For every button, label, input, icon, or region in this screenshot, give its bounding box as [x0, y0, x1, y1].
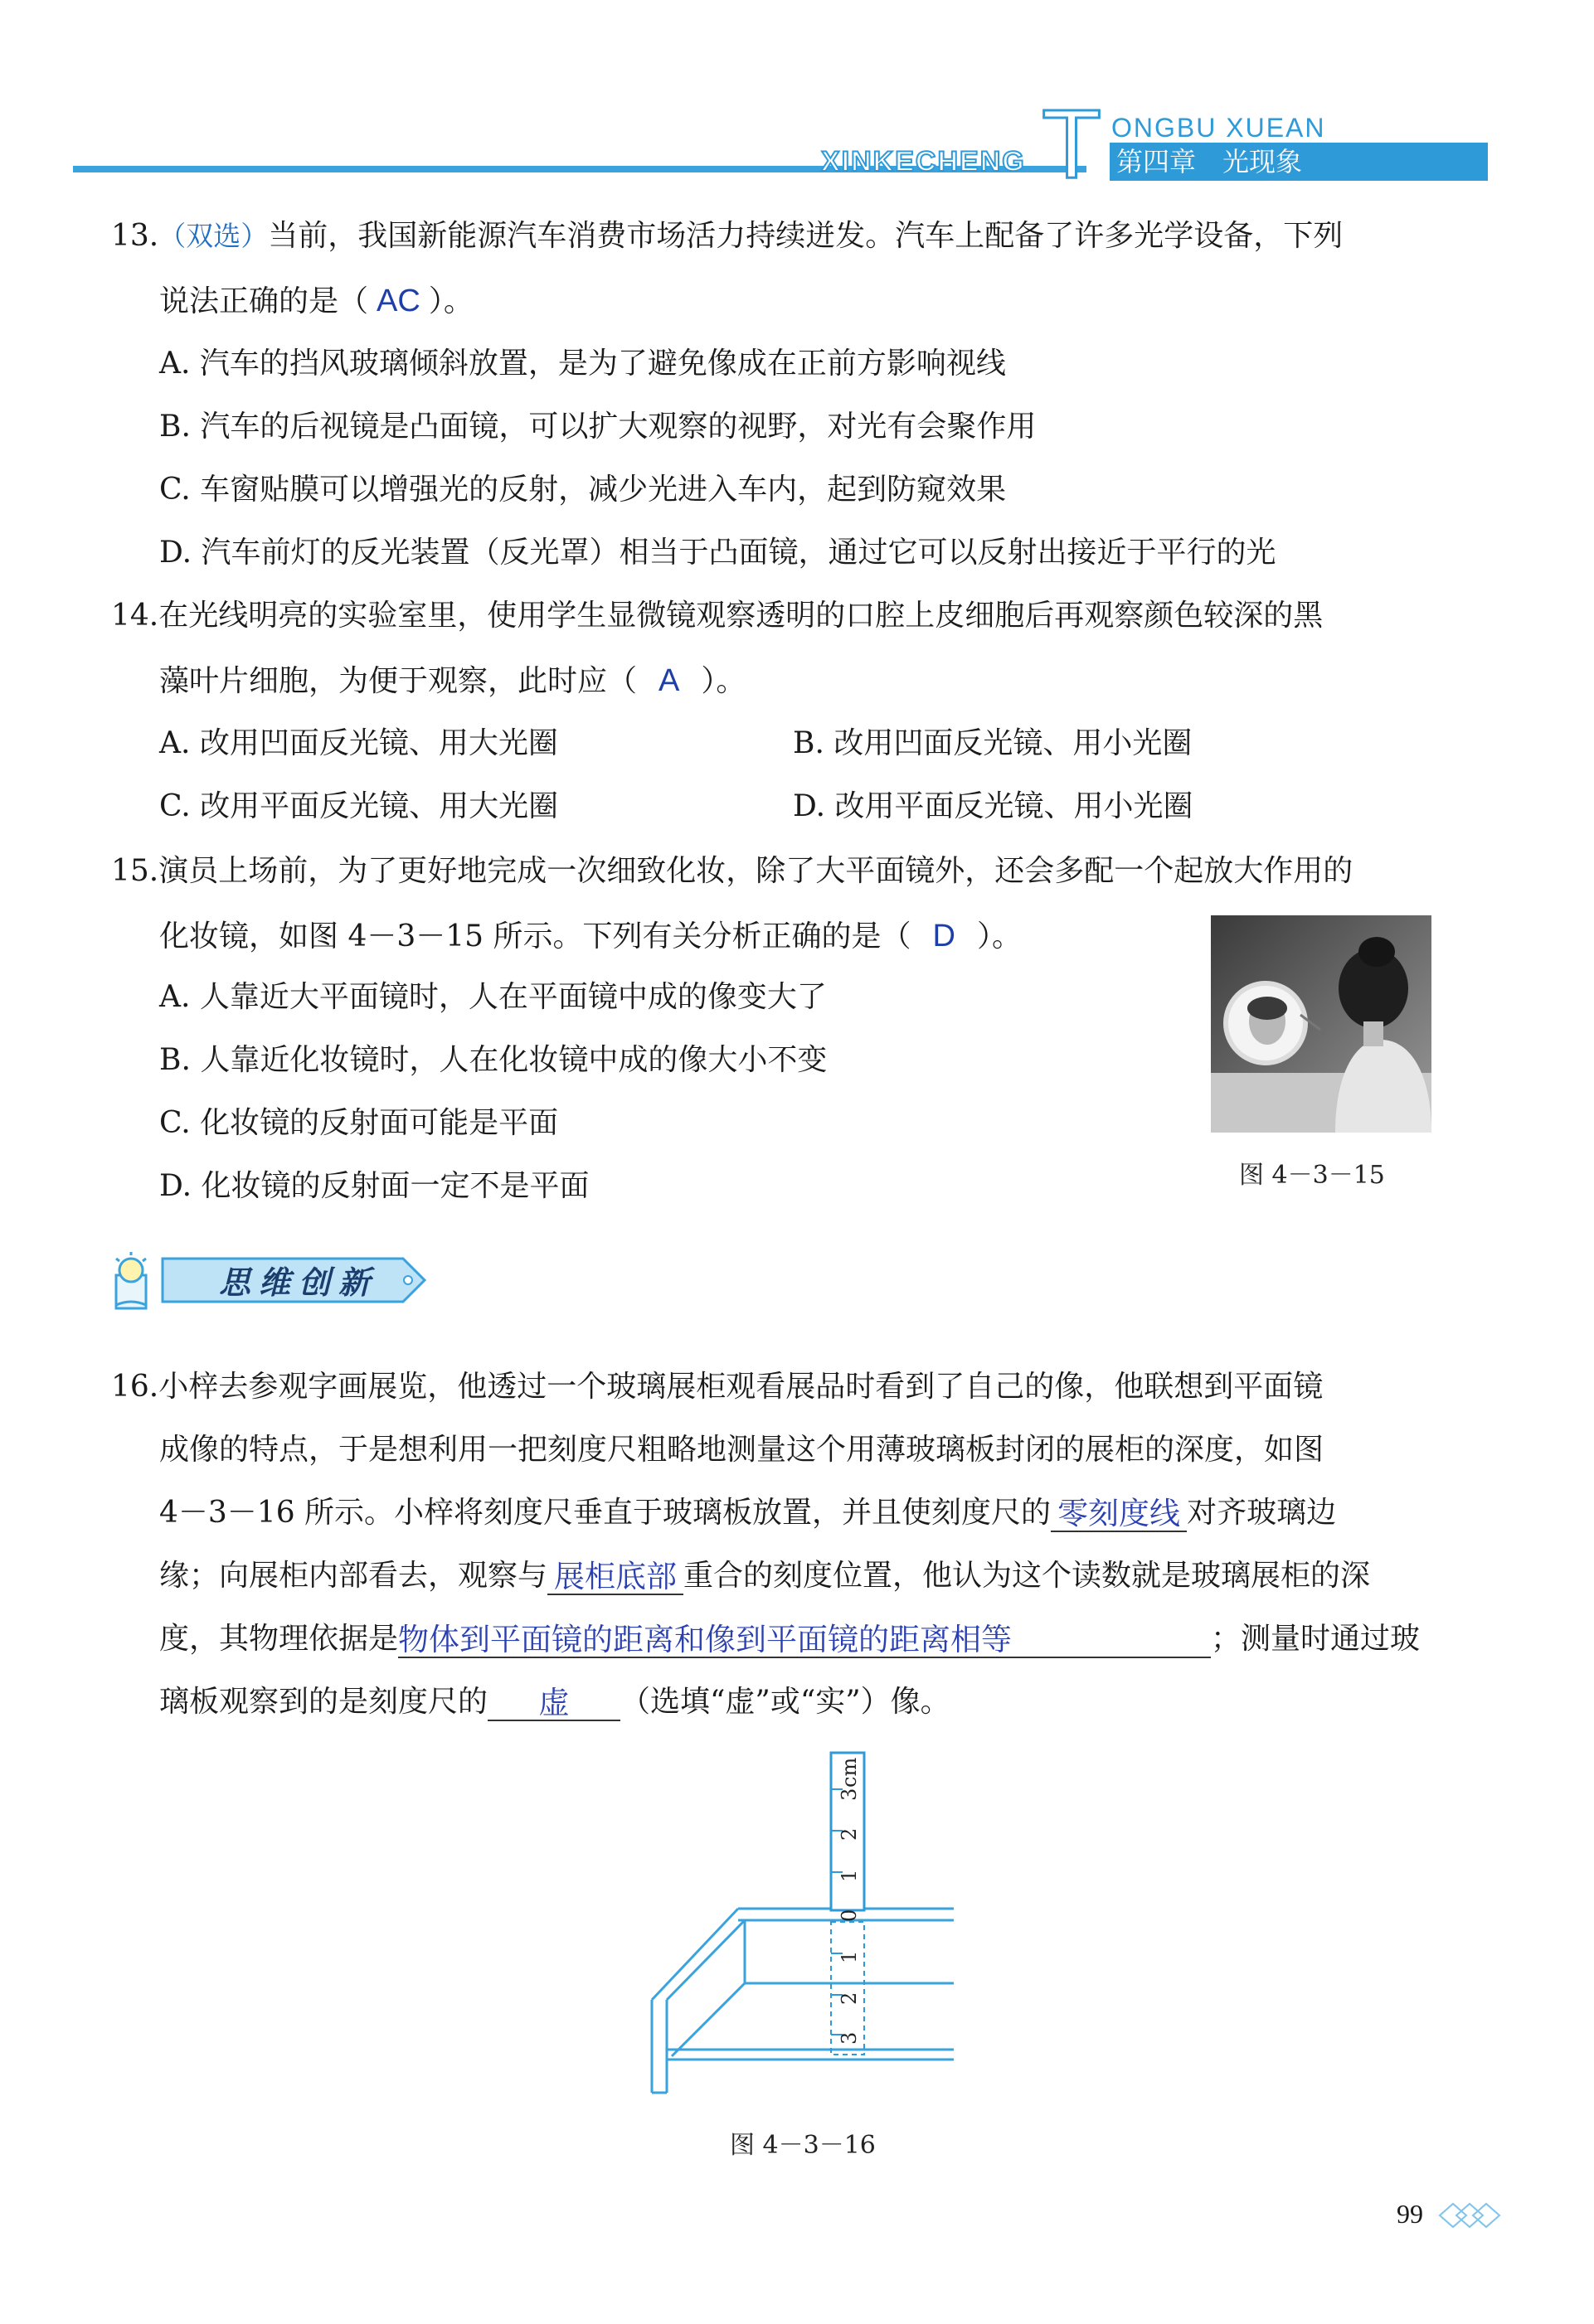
- header-series-top: ONGBU XUEAN: [1111, 113, 1326, 143]
- ruler-unit-label: cm: [838, 1757, 861, 1788]
- q15-option-c: C. 化妆镜的反射面可能是平面: [159, 1106, 559, 1140]
- q13-option-c: C. 车窗贴膜可以增强光的反射，减少光进入车内，起到防窥效果: [159, 473, 1007, 507]
- q13-answer: AC: [377, 284, 420, 318]
- q16-line4: 缘；向展柜内部看去，观察与 展柜底部 重合的刻度位置，他认为这个读数就是玻璃展柜的深: [159, 1559, 1371, 1594]
- q14-option-b: B. 改用凹面反光镜、用小光圈: [793, 726, 1193, 760]
- q14-number: 14.: [111, 599, 159, 633]
- page-corner-decoration: [1436, 2199, 1503, 2232]
- q15-stem-line2: 化妆镜，如图 4－3－15 所示。下列有关分析正确的是（ D ）。: [159, 919, 1022, 953]
- figure-caption-4-3-15: 图 4－3－15: [1239, 1161, 1385, 1190]
- q15-option-a: A. 人靠近大平面镜时，人在平面镜中成的像变大了: [159, 980, 827, 1014]
- q16-blank-zero-mark: 零刻度线: [1051, 1497, 1187, 1532]
- header-series-bottom: XINKECHENG: [821, 146, 1026, 177]
- ruler-image-tick-1: 1: [838, 1950, 861, 1963]
- q16-line1: 16.小梓去参观字画展览，他透过一个玻璃展柜观看展品时看到了自己的像，他联想到平面镜: [111, 1370, 1324, 1404]
- q15-stem-line1: 15.演员上场前，为了更好地完成一次细致化妆，除了大平面镜外，还会多配一个起放大作用的: [111, 854, 1353, 888]
- q13-option-d: D. 汽车前灯的反光装置（反光罩）相当于凸面镜，通过它可以反射出接近于平行的光: [159, 536, 1276, 570]
- q14-stem-line1: 14.在光线明亮的实验室里，使用学生显微镜观察透明的口腔上皮细胞后再观察颜色较深的黑: [111, 599, 1324, 633]
- header-chapter: 第四章 光现象: [1116, 146, 1303, 177]
- q13-option-b: B. 汽车的后视镜是凸面镜，可以扩大观察的视野，对光有会聚作用: [159, 410, 1037, 444]
- q16-line3: 4－3－16 所示。小梓将刻度尺垂直于玻璃板放置，并且使刻度尺的 零刻度线 对齐玻璃边: [159, 1496, 1337, 1531]
- q13-stem-line1: [111, 217, 1343, 255]
- q13-number: 13.: [111, 219, 159, 253]
- ruler-tick-3: 3: [838, 1788, 861, 1801]
- cabinet-ruler-diagram: [639, 1751, 970, 2116]
- q16-line6: 璃板观察到的是刻度尺的 虚 （选填“虚”或“实”）像。: [159, 1685, 950, 1720]
- section-title: 思维创新: [219, 1264, 379, 1301]
- q14-stem-line2: 藻叶片细胞，为便于观察，此时应（ A ）。: [159, 663, 746, 698]
- ruler-image-tick-2: 2: [838, 1992, 861, 2005]
- q13-stem1: 当前，我国新能源汽车消费市场活力持续迸发。汽车上配备了许多光学设备，下列: [268, 219, 1344, 253]
- q14-answer: A: [658, 663, 680, 698]
- q16-blank-physical-basis: 物体到平面镜的距离和像到平面镜的距离相等: [398, 1623, 1211, 1658]
- makeup-mirror-photo: [1211, 915, 1431, 1133]
- q15-option-b: B. 人靠近化妆镜时，人在化妆镜中成的像大小不变: [159, 1043, 828, 1077]
- q16-line2: 成像的特点，于是想利用一把刻度尺粗略地测量这个用薄玻璃板封闭的展柜的深度，如图: [159, 1433, 1324, 1467]
- q15-number: 15.: [111, 854, 159, 888]
- q15-option-d: D. 化妆镜的反射面一定不是平面: [159, 1169, 590, 1203]
- q14-option-a: A. 改用凹面反光镜、用大光圈: [159, 726, 558, 760]
- ruler-image-tick-3: 3: [838, 2031, 861, 2045]
- q14-option-c: C. 改用平面反光镜、用大光圈: [159, 789, 559, 823]
- q13-stem-line2: 说法正确的是（ AC ）。: [159, 284, 474, 318]
- figure-caption-4-3-16: 图 4－3－16: [730, 2131, 876, 2160]
- q14-option-d: D. 改用平面反光镜、用小光圈: [793, 789, 1193, 823]
- header-logo-t: T: [1042, 90, 1102, 199]
- q16-number: 16.: [111, 1370, 159, 1404]
- q13-option-a: A. 汽车的挡风玻璃倾斜放置，是为了避免像成在正前方影响视线: [159, 347, 1006, 381]
- ruler-tick-1: 1: [838, 1869, 861, 1882]
- q16-line5: 度，其物理依据是物体到平面镜的距离和像到平面镜的距离相等 ；测量时通过玻: [159, 1622, 1421, 1657]
- ruler-tick-0: 0: [838, 1909, 861, 1922]
- page-number: 99: [1397, 2199, 1423, 2229]
- q16-blank-virtual: 虚: [488, 1686, 620, 1721]
- q13-tag: （双选）: [158, 220, 269, 252]
- q16-blank-cabinet-bottom: 展柜底部: [547, 1560, 683, 1595]
- ruler-tick-2: 2: [838, 1827, 861, 1841]
- q15-answer: D: [932, 919, 955, 953]
